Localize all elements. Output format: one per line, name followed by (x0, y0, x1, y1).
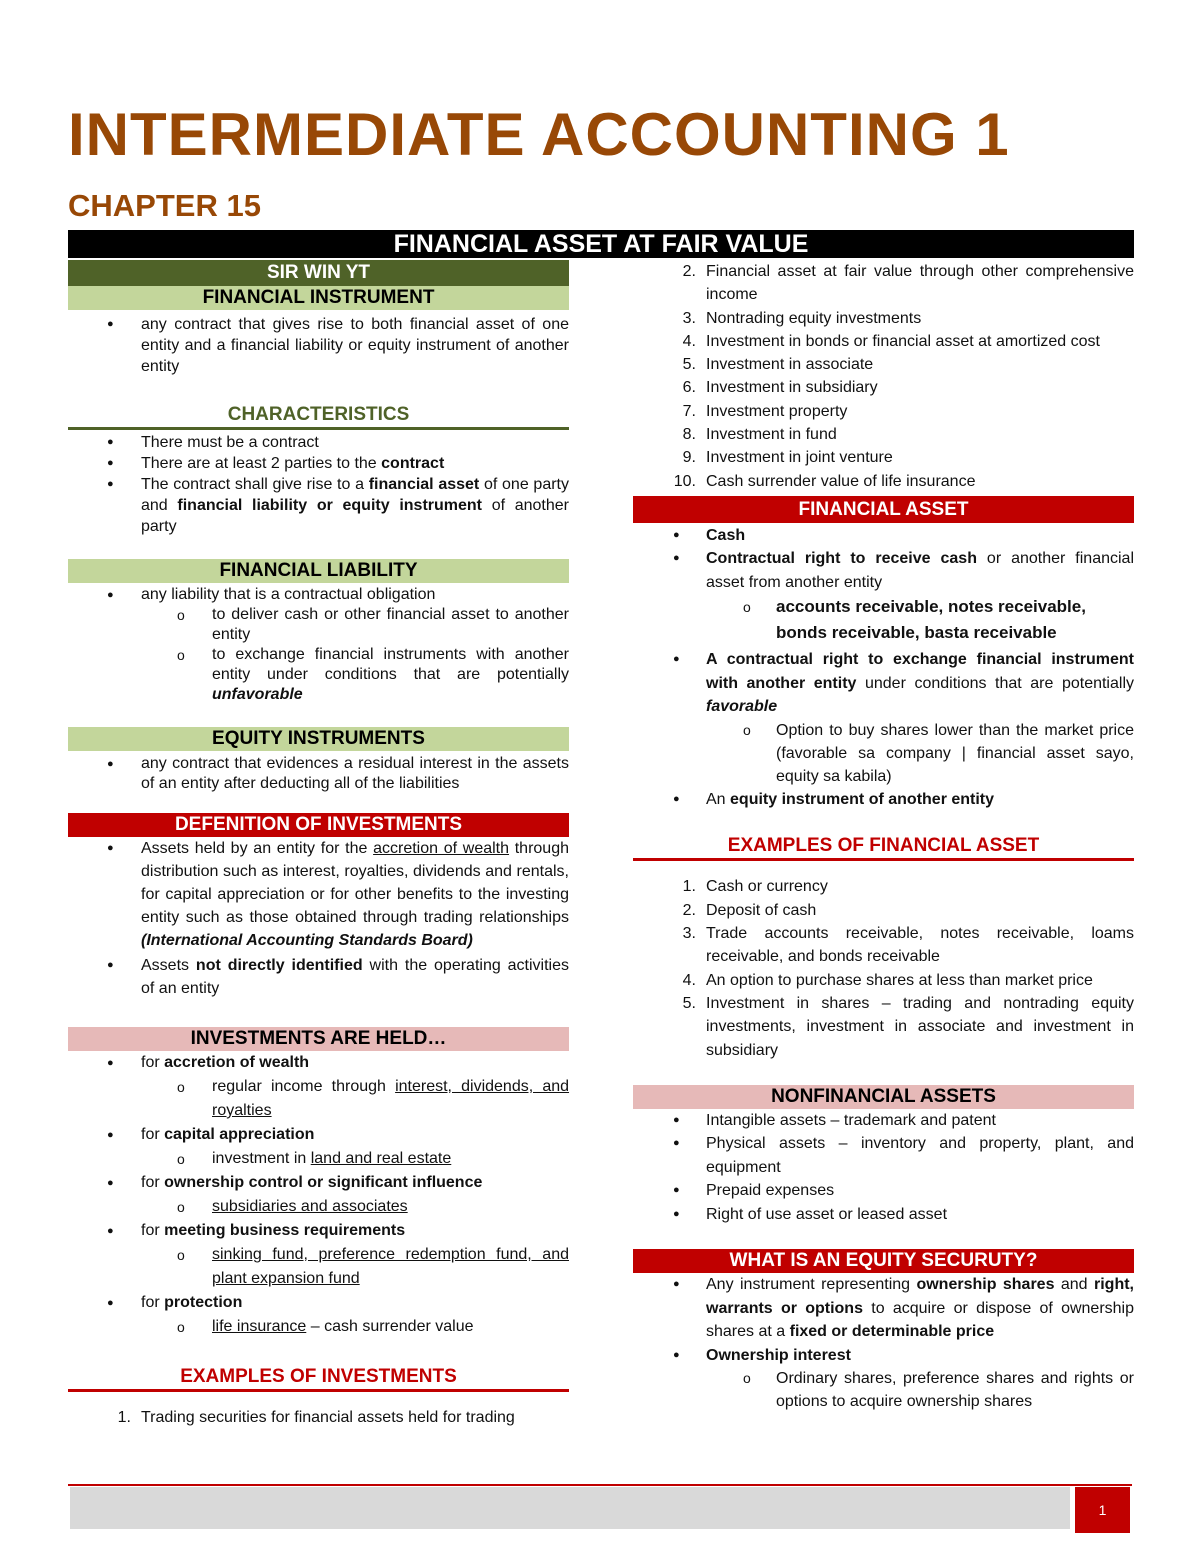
held-sub-item: o regular income through interest, dividends, and royalties (68, 1075, 569, 1123)
investment-example-item: 7. Investment property (682, 402, 848, 420)
equity-security-item: ● Any instrument representing ownership shares and right, warrants or options to acquire or dispose of ownership shares at a fixed or determinable price (633, 1273, 1134, 1344)
financial-liability-heading: FINANCIAL LIABILITY (68, 559, 569, 583)
financial-asset-sub-item: o accounts receivable, notes receivable, bonds receivable, basta receivable (633, 594, 1134, 646)
investment-examples-continued (633, 260, 1134, 493)
characteristic-item: ● There must be a contract (68, 432, 569, 453)
investment-example-item: 1. Trading securities for financial assets held for trading (117, 1409, 515, 1426)
definition-of-investments-heading: DEFENITION OF INVESTMENTS (68, 813, 569, 837)
investment-example-item: 5. Investment in associate (682, 356, 874, 374)
liability-sub-item: o to deliver cash or other financial asset to another entity (68, 605, 569, 645)
characteristic-item: ● There are at least 2 parties to the contract (68, 453, 569, 474)
liability-sub-item: o to exchange financial instruments with another entity under conditions that are potentially unfavorable (68, 645, 569, 705)
held-item: ● for ownership control or significant influence (68, 1171, 569, 1195)
examples-of-investments-heading: EXAMPLES OF INVESTMENTS (68, 1365, 569, 1392)
footer-bar (70, 1487, 1070, 1529)
equity-security-item: ● Ownership interest (633, 1344, 1134, 1368)
investment-example-item: 2. Financial asset at fair value through other comprehensive income (682, 263, 1134, 304)
investment-example-item: 6. Investment in subsidiary (682, 379, 878, 397)
page-number: 1 (1075, 1487, 1130, 1533)
footer-rule (68, 1484, 1132, 1486)
financial-instrument-heading: FINANCIAL INSTRUMENT (68, 286, 569, 310)
financial-asset-example-item: 4. An option to purchase shares at less than market price (682, 971, 1093, 989)
held-sub-item: o investment in land and real estate (68, 1147, 569, 1171)
financial-asset-item: ● Contractual right to receive cash or another financial asset from another entity (633, 547, 1134, 594)
financial-asset-examples (633, 875, 1134, 1061)
held-item: ● for protection (68, 1291, 569, 1315)
examples-of-financial-asset-heading: EXAMPLES OF FINANCIAL ASSET (633, 834, 1134, 861)
author-heading: SIR WIN YT (68, 260, 569, 286)
nonfinancial-asset-item: ● Physical assets – inventory and property, plant, and equipment (633, 1132, 1134, 1179)
right-column (633, 260, 1134, 1413)
financial-instrument-definition: ● any contract that gives rise to both financial asset of one entity and a financial liability or equity instrument of another entity (68, 314, 569, 377)
financial-asset-sub-item: o Option to buy shares lower than the market price (favorable sa company | financial asset sayo, equity sa kabila) (633, 719, 1134, 788)
held-item: ● for accretion of wealth (68, 1051, 569, 1075)
investment-example-item: 8. Investment in fund (682, 426, 837, 444)
chapter-label: CHAPTER 15 (68, 188, 261, 223)
left-column (68, 260, 569, 1429)
characteristic-item: ● The contract shall give rise to a financial asset of one party and financial liability or equity instrument of another party (68, 474, 569, 537)
financial-asset-example-item: 5. Investment in shares – trading and nontrading equity investments, investment in associate and investment in subsidiary (682, 994, 1134, 1059)
document-title: INTERMEDIATE ACCOUNTING 1 (68, 101, 1010, 168)
investment-example-item: 4. Investment in bonds or financial asset at amortized cost (682, 332, 1100, 350)
held-sub-item: o life insurance – cash surrender value (68, 1315, 569, 1339)
financial-asset-example-item: 3. Trade accounts receivable, notes receivable, loams receivable, and bonds receivable (682, 925, 1134, 966)
financial-asset-item: ● An equity instrument of another entity (633, 788, 1134, 812)
financial-liability-definition: ● any liability that is a contractual obligation (68, 585, 569, 605)
equity-security-sub-item: o Ordinary shares, preference shares and rights or options to acquire ownership shares (633, 1367, 1134, 1413)
financial-asset-item: ● A contractual right to exchange financial instrument with another entity under conditions that are potentially favorable (633, 648, 1134, 719)
financial-asset-item: ● Cash (633, 524, 1134, 548)
nonfinancial-asset-item: ● Right of use asset or leased asset (633, 1203, 1134, 1227)
banner-title: FINANCIAL ASSET AT FAIR VALUE (68, 230, 1134, 258)
investment-example-item: 10. Cash surrender value of life insurance (673, 472, 976, 490)
characteristics-heading: CHARACTERISTICS (68, 403, 569, 430)
held-item: ● for meeting business requirements (68, 1219, 569, 1243)
nonfinancial-assets-heading: NONFINANCIAL ASSETS (633, 1085, 1134, 1109)
financial-asset-heading: FINANCIAL ASSET (633, 496, 1134, 523)
investment-definition-item: ● Assets held by an entity for the accretion of wealth through distribution such as interest, royalties, dividends and rentals, for capital appreciation or for other benefits to the investing entity such as those obtained through trading relationships (International Accounting Standards Board) (68, 837, 569, 952)
held-sub-item: o subsidiaries and associates (68, 1195, 569, 1219)
investment-example-item: 9. Investment in joint venture (682, 449, 893, 467)
held-item: ● for capital appreciation (68, 1123, 569, 1147)
financial-asset-example-item: 1. Cash or currency (682, 878, 828, 896)
investment-definition-item: ● Assets not directly identified with the operating activities of an entity (68, 954, 569, 1000)
equity-security-heading: WHAT IS AN EQUITY SECURUTY? (633, 1249, 1134, 1273)
equity-instruments-heading: EQUITY INSTRUMENTS (68, 727, 569, 751)
financial-asset-example-item: 2. Deposit of cash (682, 901, 817, 919)
nonfinancial-asset-item: ● Intangible assets – trademark and patent (633, 1109, 1134, 1133)
equity-instrument-definition: ● any contract that evidences a residual interest in the assets of an entity after deducting all of the liabilities (68, 754, 569, 794)
investments-held-heading: INVESTMENTS ARE HELD… (68, 1027, 569, 1051)
investment-example-item: 3. Nontrading equity investments (682, 309, 922, 327)
held-sub-item: o sinking fund, preference redemption fund, and plant expansion fund (68, 1243, 569, 1291)
nonfinancial-asset-item: ● Prepaid expenses (633, 1179, 1134, 1203)
